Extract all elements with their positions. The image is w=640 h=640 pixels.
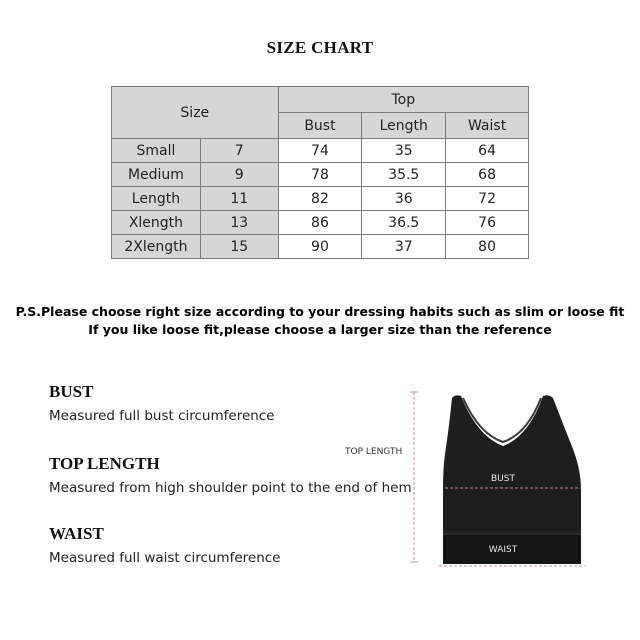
length-cell: 37 (362, 235, 446, 259)
waist-label: WAIST (488, 545, 518, 555)
size-number-cell: 13 (200, 211, 278, 235)
table-row (112, 187, 529, 211)
size-chart-table (111, 86, 529, 259)
size-number-cell: 7 (200, 139, 278, 163)
waist-cell: 80 (446, 235, 529, 259)
size-number-cell: 9 (200, 163, 278, 187)
bust-cell: 86 (278, 211, 362, 235)
top-length-heading: TOP LENGTH (49, 454, 160, 473)
bust-cell: 74 (278, 139, 362, 163)
column-header-bust: Bust (278, 113, 362, 139)
page-title: SIZE CHART (266, 38, 374, 57)
bust-cell: 82 (278, 187, 362, 211)
waist-heading: WAIST (49, 524, 104, 543)
column-header-length: Length (362, 113, 446, 139)
size-cell: 2Xlength (112, 235, 201, 259)
column-header-waist: Waist (446, 113, 529, 139)
top-length-label: TOP LENGTH (345, 447, 403, 457)
length-cell: 35.5 (362, 163, 446, 187)
garment-diagram (405, 384, 605, 574)
waist-cell: 64 (446, 139, 529, 163)
length-cell: 36 (362, 187, 446, 211)
length-cell: 36.5 (362, 211, 446, 235)
waist-cell: 72 (446, 187, 529, 211)
table-row (112, 163, 529, 187)
waist-cell: 76 (446, 211, 529, 235)
waist-cell: 68 (446, 163, 529, 187)
size-number-cell: 11 (200, 187, 278, 211)
bust-cell: 90 (278, 235, 362, 259)
bust-cell: 78 (278, 163, 362, 187)
top-length-description: Measured from high shoulder point to the end of hem (49, 480, 412, 496)
size-cell: Medium (112, 163, 201, 187)
table-row (112, 211, 529, 235)
fit-note-line-2: If you like loose fit,please choose a larger size than the reference (88, 322, 552, 337)
bust-description: Measured full bust circumference (49, 408, 275, 424)
size-cell: Small (112, 139, 201, 163)
size-cell: Length (112, 187, 201, 211)
table-row (112, 235, 529, 259)
fit-note-line-1: P.S.Please choose right size according to your dressing habits such as slim or loose fit (15, 304, 625, 319)
size-cell: Xlength (112, 211, 201, 235)
table-header-row (112, 87, 529, 113)
top-length-measure-line (410, 392, 418, 562)
waist-description: Measured full waist circumference (49, 550, 281, 566)
size-header: Size (112, 87, 279, 139)
bust-label: BUST (491, 474, 515, 484)
top-group-header: Top (278, 87, 528, 113)
bust-heading: BUST (49, 382, 94, 401)
size-number-cell: 15 (200, 235, 278, 259)
table-row (112, 139, 529, 163)
length-cell: 35 (362, 139, 446, 163)
